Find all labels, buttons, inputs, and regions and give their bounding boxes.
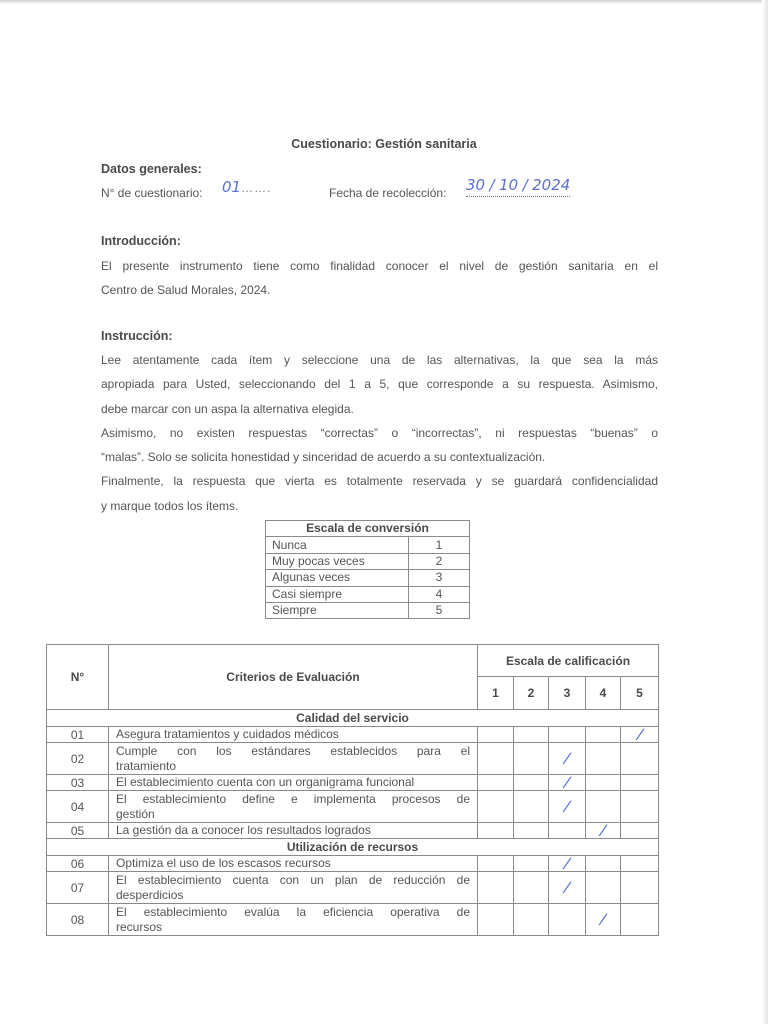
rating-cell-2[interactable] — [514, 856, 549, 872]
rating-cell-5[interactable] — [621, 724, 659, 743]
section-row — [47, 839, 659, 856]
criteria-text — [109, 856, 478, 872]
check-mark-icon: / — [635, 724, 644, 743]
rating-cell-4[interactable] — [586, 743, 621, 775]
criteria-row — [47, 743, 659, 775]
rating-cell-1[interactable] — [478, 856, 514, 872]
item-number: 06 — [47, 856, 109, 872]
conversion-scale-table — [265, 520, 470, 619]
page-edge — [0, 0, 768, 4]
scale-column-header: 5 — [621, 677, 659, 710]
section-title: Calidad del servicio — [47, 710, 659, 727]
evaluation-table — [46, 644, 659, 936]
criteria-line: La gestión da a conocer los resultados logrados — [116, 823, 371, 837]
scale-column-header: 4 — [586, 677, 621, 710]
rating-cell-5[interactable] — [621, 743, 659, 775]
rating-cell-5[interactable] — [621, 904, 659, 936]
conversion-row — [266, 537, 470, 553]
item-number: 01 — [47, 727, 109, 743]
rating-cell-3[interactable] — [549, 772, 586, 791]
item-number: 05 — [47, 823, 109, 839]
section-row — [47, 710, 659, 727]
criteria-row — [47, 872, 659, 904]
general-data-heading: Datos generales: — [101, 162, 202, 176]
instruction-line: apropiada para Usted, seleccionando del 1 a 5, que corresponde a su respuesta. Asimismo, — [101, 377, 658, 392]
criteria-text — [109, 727, 478, 743]
section-title: Utilización de recursos — [47, 839, 659, 856]
rating-cell-5[interactable] — [621, 823, 659, 839]
criteria-row — [47, 775, 659, 791]
instruction-line: Lee atentamente cada ítem y seleccione una de las alternativas, la que sea la más — [101, 353, 658, 367]
instruction-line: debe marcar con un aspa la alternativa elegida. — [101, 401, 354, 416]
instruction-line: “malas”. Solo se solicita honestidad y sinceridad de acuerdo a su contextualización. — [101, 450, 546, 465]
criteria-row — [47, 823, 659, 839]
conversion-label: Casi siempre — [266, 586, 409, 602]
rating-cell-3[interactable] — [549, 743, 586, 775]
rating-cell-2[interactable] — [514, 872, 549, 904]
item-number: 07 — [47, 872, 109, 904]
scale-column-header: 1 — [478, 677, 514, 710]
rating-cell-5[interactable] — [621, 791, 659, 823]
rating-cell-1[interactable] — [478, 823, 514, 839]
rating-cell-4[interactable] — [586, 727, 621, 743]
rating-cell-2[interactable] — [514, 904, 549, 936]
questionnaire-number-value: 01 — [222, 178, 242, 196]
page-edge-shadow — [762, 0, 768, 1024]
item-number: 08 — [47, 904, 109, 936]
conversion-label: Siempre — [266, 602, 409, 618]
rating-cell-2[interactable] — [514, 727, 549, 743]
rating-scale-header: Escala de calificación — [478, 645, 659, 677]
rating-cell-4[interactable] — [586, 791, 621, 823]
questionnaire-number-field — [222, 178, 271, 197]
criteria-line: tratamiento — [116, 758, 177, 773]
rating-cell-2[interactable] — [514, 743, 549, 775]
criteria-text — [109, 743, 478, 775]
check-mark-icon: / — [563, 853, 571, 872]
rating-cell-1[interactable] — [478, 872, 514, 904]
criteria-text — [109, 823, 478, 839]
rating-cell-4[interactable] — [586, 820, 621, 839]
number-column-header: N° — [47, 645, 109, 710]
questionnaire-number-label: N° de cuestionario: — [101, 186, 203, 200]
intro-paragraph — [101, 254, 658, 303]
date-month: 10 — [499, 176, 519, 194]
rating-cell-1[interactable] — [478, 791, 514, 823]
instruction-paragraph — [101, 348, 658, 518]
date-day: 30 — [466, 176, 486, 194]
questionnaire-number-dots: ……. — [241, 181, 272, 195]
intro-heading: Introducción: — [101, 234, 181, 248]
rating-cell-2[interactable] — [514, 823, 549, 839]
rating-cell-4[interactable] — [586, 872, 621, 904]
conversion-scale-title: Escala de conversión — [266, 521, 470, 537]
criteria-line: Asegura tratamientos y cuidados médicos — [116, 727, 339, 741]
intro-line: El presente instrumento tiene como finalidad conocer el nivel de gestión sanitaria en el — [101, 259, 658, 273]
item-number: 03 — [47, 775, 109, 791]
scale-column-header: 3 — [549, 677, 586, 710]
rating-cell-3[interactable] — [549, 791, 586, 823]
rating-cell-2[interactable] — [514, 775, 549, 791]
check-mark-icon: / — [563, 748, 571, 767]
conversion-row — [266, 602, 470, 618]
rating-cell-4[interactable] — [586, 856, 621, 872]
rating-cell-3[interactable] — [549, 727, 586, 743]
rating-cell-5[interactable] — [621, 775, 659, 791]
criteria-text — [109, 904, 478, 936]
conversion-label: Algunas veces — [266, 570, 409, 586]
rating-cell-3[interactable] — [549, 872, 586, 904]
rating-cell-2[interactable] — [514, 791, 549, 823]
item-number: 02 — [47, 743, 109, 775]
criteria-text — [109, 791, 478, 823]
criteria-line: El establecimiento define e implementa procesos de — [116, 791, 470, 806]
criteria-row — [47, 856, 659, 872]
rating-cell-3[interactable] — [549, 853, 586, 872]
criteria-column-header: Criterios de Evaluación — [109, 645, 478, 710]
scale-column-header: 2 — [514, 677, 549, 710]
check-mark-icon: / — [599, 820, 607, 839]
conversion-label: Muy pocas veces — [266, 553, 409, 569]
rating-cell-4[interactable] — [586, 775, 621, 791]
criteria-line: El establecimiento cuenta con un plan de reducción de — [116, 872, 470, 887]
collection-date-label: Fecha de recolección: — [329, 186, 447, 200]
criteria-line: desperdicios — [116, 887, 184, 902]
rating-cell-5[interactable] — [621, 856, 659, 872]
criteria-text — [109, 775, 478, 791]
criteria-line: Optimiza el uso de los escasos recursos — [116, 856, 331, 870]
check-mark-icon: / — [563, 772, 571, 791]
criteria-line: Cumple con los estándares establecidos para el — [116, 743, 470, 758]
date-separator: / — [522, 176, 528, 194]
check-mark-icon: / — [563, 877, 571, 896]
rating-cell-1[interactable] — [478, 743, 514, 775]
item-number: 04 — [47, 791, 109, 823]
criteria-line: El establecimiento cuenta con un organigrama funcional — [116, 775, 415, 789]
conversion-value: 1 — [409, 537, 470, 553]
rating-cell-3[interactable] — [549, 823, 586, 839]
criteria-row — [47, 791, 659, 823]
evaluation-body — [47, 710, 659, 936]
collection-date-field — [466, 176, 570, 197]
check-mark-icon: / — [599, 909, 607, 928]
intro-line: Centro de Salud Morales, 2024. — [101, 283, 271, 298]
conversion-row — [266, 586, 470, 602]
criteria-line: El establecimiento evalúa la eficiencia operativa de — [116, 904, 470, 919]
conversion-value: 2 — [409, 553, 470, 569]
rating-cell-1[interactable] — [478, 904, 514, 936]
date-separator: / — [489, 176, 495, 194]
rating-cell-1[interactable] — [478, 727, 514, 743]
criteria-line: recursos — [116, 919, 163, 934]
instruction-line: Finalmente, la respuesta que vierta es totalmente reservada y se guardará confidencialidad — [101, 474, 658, 489]
criteria-line: gestión — [116, 806, 155, 821]
conversion-value: 5 — [409, 602, 470, 618]
rating-cell-5[interactable] — [621, 872, 659, 904]
conversion-label: Nunca — [266, 537, 409, 553]
rating-cell-1[interactable] — [478, 775, 514, 791]
page-title: Cuestionario: Gestión sanitaria — [291, 137, 477, 151]
instruction-line: Asimismo, no existen respuestas “correctas” o “incorrectas”, ni respuestas “buenas” o — [101, 425, 658, 440]
conversion-value: 3 — [409, 570, 470, 586]
rating-cell-4[interactable] — [586, 904, 621, 936]
check-mark-icon: / — [563, 796, 571, 815]
conversion-row — [266, 570, 470, 586]
conversion-row — [266, 553, 470, 569]
criteria-row — [47, 727, 659, 743]
date-year: 2024 — [532, 176, 571, 194]
instruction-line: y marque todos los ítems. — [101, 498, 239, 513]
criteria-row — [47, 904, 659, 936]
conversion-value: 4 — [409, 586, 470, 602]
criteria-text — [109, 872, 478, 904]
rating-cell-3[interactable] — [549, 904, 586, 936]
instruction-heading: Instrucción: — [101, 329, 173, 343]
